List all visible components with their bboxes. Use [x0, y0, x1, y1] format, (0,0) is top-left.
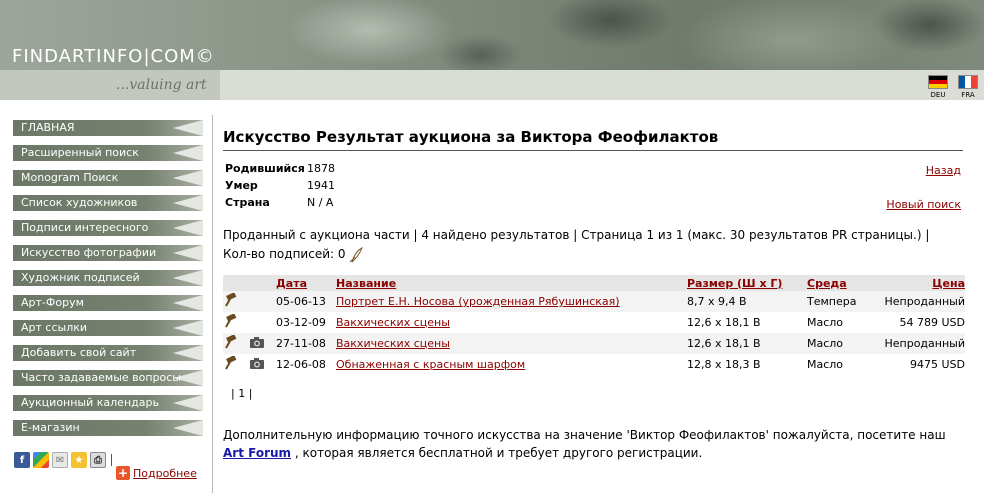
- signature-count-line: [223, 245, 965, 264]
- artwork-link[interactable]: Вакхических сцены: [336, 337, 450, 350]
- row-size: 12,6 x 18,1 B: [687, 333, 807, 354]
- gavel-icon: [223, 293, 239, 307]
- camera-cell[interactable]: [249, 354, 276, 375]
- header-camera-col: [249, 275, 276, 291]
- header-size[interactable]: [687, 275, 807, 291]
- site-logo[interactable]: [12, 46, 215, 93]
- art-forum-link[interactable]: Art Forum: [223, 446, 292, 460]
- results-summary: [223, 226, 965, 264]
- sidebar-item-artist-signatures[interactable]: Художник подписей: [13, 270, 203, 286]
- header-icon-col: [223, 275, 249, 291]
- info-row-died: [225, 179, 335, 196]
- table-row[interactable]: [223, 291, 965, 312]
- sidebar-item-advanced-search[interactable]: Расширенный поиск: [13, 145, 203, 161]
- row-medium: Масло: [807, 316, 844, 329]
- german-flag-icon: [928, 75, 948, 89]
- social-share-bar: [14, 452, 112, 468]
- info-key: Умер: [225, 179, 258, 192]
- table-row[interactable]: [223, 333, 965, 354]
- forum-note: [223, 426, 967, 462]
- language-deu[interactable]: [928, 75, 948, 99]
- page-actions: [886, 164, 961, 232]
- gavel-icon: [223, 335, 239, 349]
- gavel-cell: [223, 312, 249, 333]
- gavel-cell: [223, 333, 249, 354]
- results-table: [223, 275, 965, 375]
- table-header: [223, 275, 965, 291]
- row-name-cell: [336, 291, 687, 312]
- forum-note-text: Дополнительную информацию точного искусства на значение 'Виктор Феофилактов' пожалуйста, посетите наш: [223, 428, 946, 442]
- artwork-link[interactable]: Вакхических сцены: [336, 316, 450, 329]
- new-search-link[interactable]: Новый поиск: [886, 198, 961, 211]
- quill-icon[interactable]: [349, 247, 365, 263]
- table-row[interactable]: [223, 354, 965, 375]
- gavel-icon: [223, 356, 239, 370]
- header-medium[interactable]: [807, 275, 875, 291]
- row-price: 9475 USD: [910, 358, 965, 371]
- sidebar-item-monogram-search[interactable]: Monogram Поиск: [13, 170, 203, 186]
- sidebar-item-auction-calendar[interactable]: Аукционный календарь: [13, 395, 203, 411]
- gavel-cell: [223, 291, 249, 312]
- sort-name-link[interactable]: Название: [336, 276, 397, 290]
- camera-cell: [249, 312, 276, 333]
- header-price[interactable]: [875, 275, 965, 291]
- camera-icon[interactable]: [249, 335, 265, 349]
- gavel-icon: [223, 314, 239, 328]
- share-more[interactable]: [116, 466, 197, 480]
- row-name-cell: [336, 333, 687, 354]
- sidebar-nav: [13, 120, 203, 445]
- row-price: Непроданный: [875, 333, 965, 354]
- row-date: 03-12-09: [276, 316, 326, 329]
- header-artwork: [230, 0, 984, 78]
- google-plus-icon[interactable]: [33, 452, 49, 468]
- forum-note-tail: , которая является бесплатной и требует другого регистрации.: [291, 446, 703, 460]
- sidebar-item-art-links[interactable]: Арт ссылки: [13, 320, 203, 336]
- row-date: 05-06-13: [276, 291, 336, 312]
- sidebar-item-photo-art[interactable]: Искусство фотографии: [13, 245, 203, 261]
- info-key: Родившийся: [225, 162, 305, 175]
- gavel-cell: [223, 354, 249, 375]
- french-flag-icon: [958, 75, 978, 89]
- row-size: 12,6 x 18,1 B: [687, 316, 761, 329]
- row-date: 27-11-08: [276, 333, 336, 354]
- logo-text: FINDARTINFO|COM©: [12, 46, 215, 67]
- sidebar-item-art-forum[interactable]: Арт-Форум: [13, 295, 203, 311]
- plus-icon: +: [117, 466, 129, 480]
- row-name-cell: [336, 354, 687, 375]
- sidebar-item-signatures[interactable]: Подписи интересного: [13, 220, 203, 236]
- sidebar-item-e-shop[interactable]: E-магазин: [13, 420, 203, 436]
- pagination[interactable]: | 1 |: [231, 387, 253, 400]
- page-title: Искусство Результат аукциона за Виктора Феофилактов: [223, 128, 719, 146]
- camera-icon[interactable]: [249, 356, 265, 370]
- row-medium: Масло: [807, 358, 844, 371]
- header-date[interactable]: [276, 275, 336, 291]
- sort-medium-link[interactable]: Среда: [807, 276, 847, 290]
- row-name-cell: [336, 312, 687, 333]
- share-separator: [111, 454, 112, 466]
- mail-icon[interactable]: ✉: [52, 452, 68, 468]
- row-medium: Темпера: [807, 291, 875, 312]
- info-value: 1878: [307, 162, 335, 175]
- title-divider: [223, 150, 963, 151]
- logo-tagline: ...valuing art: [116, 77, 207, 93]
- back-link[interactable]: Назад: [925, 164, 961, 177]
- sidebar-item-home[interactable]: ГЛАВНАЯ: [13, 120, 203, 136]
- info-row-country: [225, 196, 335, 213]
- print-icon[interactable]: ⎙: [90, 452, 106, 468]
- sidebar-item-add-site[interactable]: Добавить свой сайт: [13, 345, 203, 361]
- favorite-icon[interactable]: ★: [71, 452, 87, 468]
- sort-size-link[interactable]: Размер (Ш x Г): [687, 276, 783, 290]
- signature-count: Кол-во подписей: 0: [223, 247, 346, 261]
- language-fra[interactable]: [958, 75, 978, 99]
- header-name[interactable]: [336, 275, 687, 291]
- sort-price-link[interactable]: Цена: [932, 276, 965, 290]
- artwork-link[interactable]: Обнаженная с красным шарфом: [336, 358, 526, 371]
- language-switcher: [928, 75, 978, 99]
- row-price: 54 789 USD: [899, 316, 965, 329]
- artist-info: [225, 162, 335, 213]
- row-size: 8,7 x 9,4 B: [687, 291, 807, 312]
- more-link[interactable]: Подробнее: [133, 466, 197, 480]
- info-key: Страна: [225, 196, 270, 209]
- row-size: 12,8 x 18,3 B: [687, 358, 761, 371]
- language-code: FRA: [961, 91, 975, 99]
- sort-date-link[interactable]: Дата: [276, 276, 308, 290]
- info-value: 1941: [307, 179, 335, 192]
- sidebar-item-faq[interactable]: Часто задаваемые вопросы: [13, 370, 203, 386]
- language-code: DEU: [930, 91, 946, 99]
- camera-cell: [249, 291, 276, 312]
- row-date: 12-06-08: [276, 358, 326, 371]
- camera-cell[interactable]: [249, 333, 276, 354]
- sidebar: [0, 100, 210, 493]
- site-header: [0, 0, 984, 100]
- sidebar-item-artists-list[interactable]: Список художников: [13, 195, 203, 211]
- summary-line: Проданный с аукциона части | 4 найдено результатов | Страница 1 из 1 (макс. 30 результатов PR страницы.) |: [223, 228, 930, 242]
- facebook-icon[interactable]: f: [14, 452, 30, 468]
- info-value: N / A: [307, 196, 334, 209]
- row-medium: Масло: [807, 333, 875, 354]
- row-price: Непроданный: [875, 291, 965, 312]
- table-row[interactable]: [223, 312, 965, 333]
- info-row-born: [225, 162, 335, 179]
- artwork-link[interactable]: Портрет Е.Н. Носова (урожденная Рябушинская): [336, 295, 620, 308]
- sidebar-divider: [212, 115, 213, 493]
